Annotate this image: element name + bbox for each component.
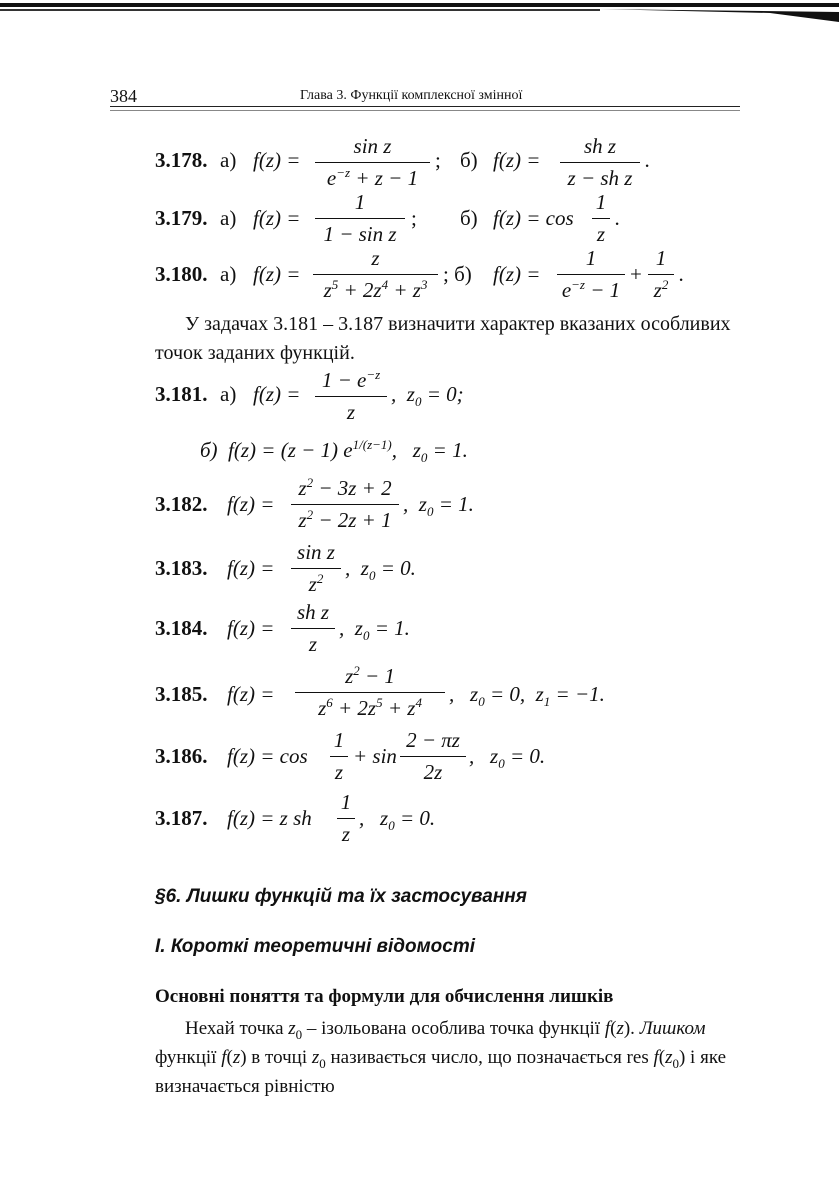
part-b-formula: б) f(z) = (z − 1) $e^{1/(z-1)}$, $z_0 = 1$. [200,437,468,466]
denominator: z − sh z [567,166,633,190]
fraction [315,190,405,247]
plus-sign: + [630,262,642,286]
denominator: 1 − sin z [323,222,397,246]
header-rule-secondary [110,110,740,111]
denominator: z [346,400,356,424]
section-title: §6. Лишки функцій та їх застосування [155,886,527,907]
numerator: 1 [330,728,348,757]
part-a-label: а) [220,148,237,172]
numerator: 1 [557,246,625,275]
numerator: 1 [315,190,405,219]
scan-border [0,0,839,26]
lhs: f(z) = z sh [227,806,312,830]
lhs: f(z) = [227,492,275,516]
problem-label: 3.187. [155,806,208,830]
condition: , $z_0 = 1$. [403,492,474,520]
problem-label: 3.179. [155,206,208,230]
fraction [592,190,610,247]
part-b-label: б) [460,206,478,230]
part-a-label: а) [220,382,237,406]
subsection-title: І. Короткі теоретичні відомості [155,936,476,957]
fraction [330,728,348,785]
condition: , $z_0 = 0$. [359,806,436,834]
fraction [291,476,399,533]
fraction [337,790,355,847]
fraction [313,246,438,303]
lhs: f(z) = [227,556,275,580]
denominator: $z^6 + 2z^5 + z^4$ [318,695,422,720]
problem-label: 3.181. [155,382,208,406]
problem-label: 3.184. [155,616,208,640]
part-a-label: а) [220,262,237,286]
numerator: $z^2 - 1$ [295,664,445,693]
denominator: $z^5 + 2z^4 + z^3$ [323,277,428,302]
problem-label: 3.178. [155,148,208,172]
fraction [557,246,625,303]
part-a-label: а) [220,206,237,230]
separator: ; [435,148,441,172]
lhs: f(z) = [253,206,301,230]
denominator: $z^2$ [653,277,669,302]
fraction [315,134,430,191]
lhs: f(z) = [227,616,275,640]
numerator: sh z [560,134,640,163]
numerator: sh z [291,600,335,629]
fraction [560,134,640,191]
denominator: z [596,222,606,246]
lhs: f(z) = [253,148,301,172]
problems-intro: У задачах 3.181 – 3.187 визначити характер вказаних особливих точок заданих функцій. [155,313,731,364]
numerator: $1 - e^{-z}$ [315,368,387,397]
topic-heading: Основні поняття та формули для обчислення лишків [155,986,614,1007]
numerator: 1 [337,790,355,819]
lhs: f(z) = [253,262,301,286]
condition: , $z_0 = 0$, $z_1 = -1$. [449,682,605,710]
condition: , $z_0 = 1$. [339,616,410,644]
end-period: . [679,262,685,286]
plus-sin: + sin [353,744,397,768]
definition-paragraph: Нехай точка $z_0$ – ізольована особлива точка функції f(z). Лишком функції f(z) в точці $z_0$ називається число, що позначається res $f(z_0)$ і яке визначається рівністю [155,1018,727,1097]
lhs: f(z) = [253,382,301,406]
lhs: f(z) = cos [493,206,574,230]
denominator: z [308,632,318,656]
fraction [291,600,335,657]
chapter-title: Глава 3. Функції комплексної змінної [300,88,523,103]
end-period: . [645,148,651,172]
page-number: 384 [110,86,137,106]
fraction [400,728,466,785]
denominator: z [341,822,351,846]
numerator: sin z [315,134,430,163]
lhs: f(z) = [493,262,541,286]
denominator: 2z [423,760,443,784]
header-rule [110,106,740,107]
numerator: sin z [291,540,341,569]
fraction [315,368,387,425]
denominator: z [334,760,344,784]
denominator: $z^2 - 2z + 1$ [298,507,392,532]
condition: , $z_0 = 0$; [391,382,464,410]
problem-label: 3.185. [155,682,208,706]
lhs: f(z) = [227,682,275,706]
separator: ; [411,206,417,230]
numerator: z [313,246,438,275]
condition: , $z_0 = 0$. [345,556,416,584]
problem-label: 3.182. [155,492,208,516]
numerator: 1 [648,246,674,275]
numerator: 1 [592,190,610,219]
lhs: f(z) = [493,148,541,172]
condition: , $z_0 = 0$. [469,744,546,772]
part-b-label: б) [460,148,478,172]
fraction [291,540,341,597]
denominator: $e^{-z} - 1$ [561,277,621,302]
denominator: $z^2$ [308,571,324,596]
fraction [295,664,445,721]
problem-label: 3.180. [155,262,208,286]
lhs: f(z) = cos [227,744,308,768]
fraction [648,246,674,303]
problem-label: 3.183. [155,556,208,580]
numerator: 2 − πz [400,728,466,757]
denominator: $e^{-z} + z - 1$ [326,165,419,190]
end-period: . [615,206,621,230]
problem-label: 3.186. [155,744,208,768]
separator: ; б) [443,262,472,286]
numerator: $z^2 - 3z + 2$ [291,476,399,505]
